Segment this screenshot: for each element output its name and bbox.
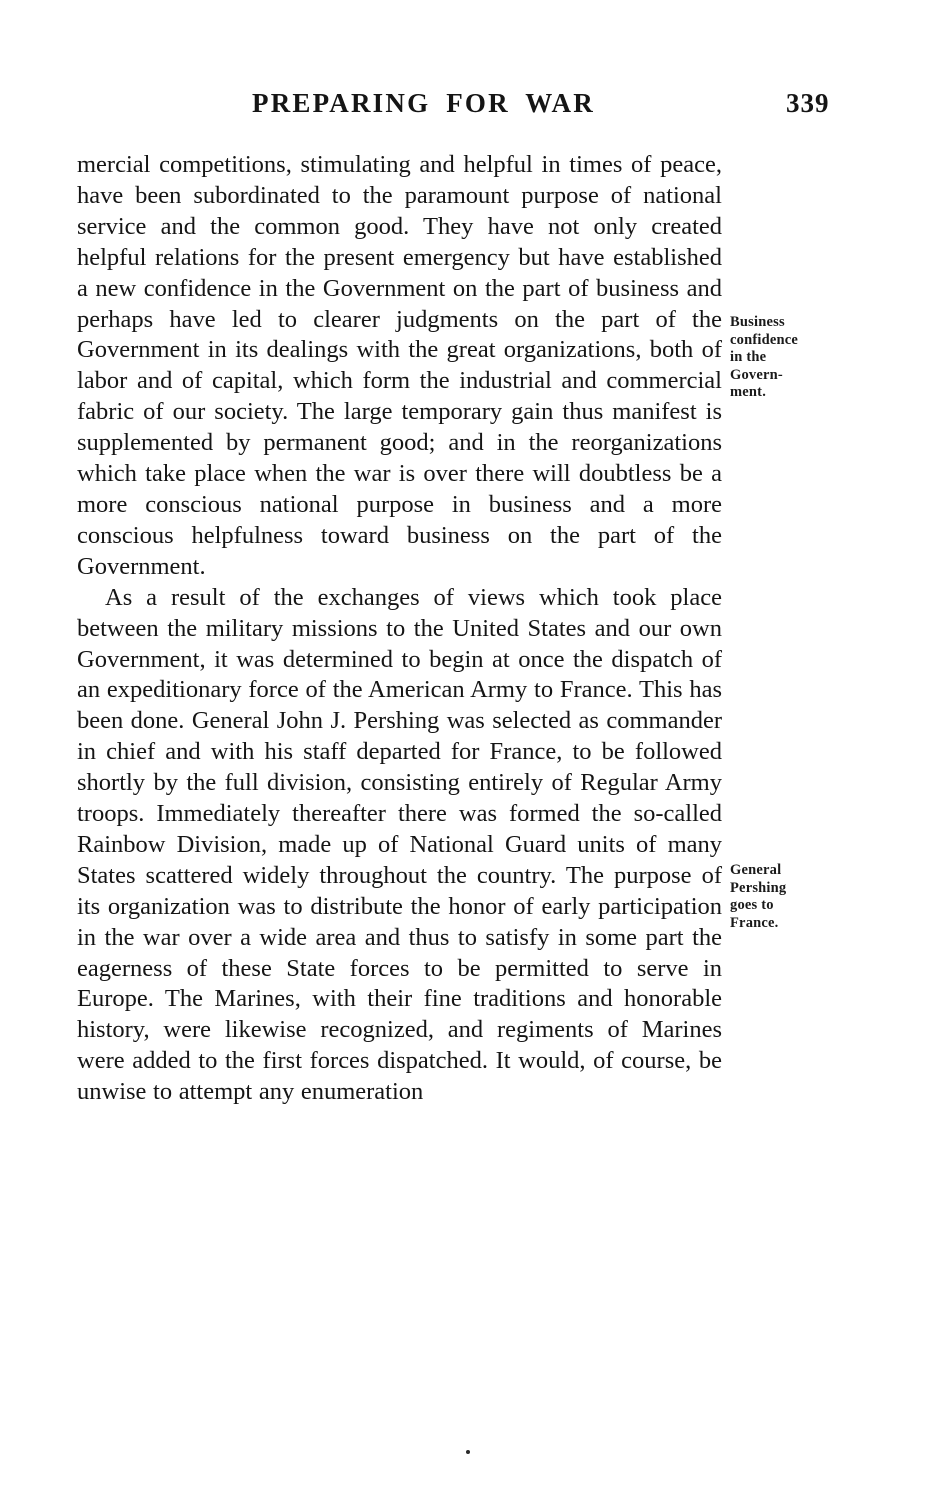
marginal-note-line: France. [730,914,779,931]
marginal-note-line: Govern- [730,366,783,383]
footer-mark [466,1450,470,1454]
marginal-note-line: ment. [730,384,767,400]
text-block [77,150,722,1108]
marginal-note-line: confidence [730,331,799,348]
marginal-note-business-confidence [730,314,880,402]
marginal-note-line: Pershing [730,879,787,896]
paragraph-1: mercial competitions, stimulating and helpful in times of peace, have been subordinated to the paramount purpose of national service and the common good. They have not only created helpful relations for the present emergency but have established a new confidence in the Government on the part of business and perhaps have led to clearer judgments on the part of the Government in its dealings with the great organizations, both of labor and of capital, which form the industrial and commercial fabric of our society. The large temporary gain thus manifest is supplemented by permanent good; and in the reorganizations which take place when the war is over there will doubtless be a more conscious national purpose in business and a more conscious helpfulness toward business on the part of the Government. [77,151,722,580]
page-number: 339 [786,88,830,118]
marginal-note-line: goes to [730,897,774,913]
running-head [0,88,950,122]
paragraph-2: As a result of the exchanges of views which took place between the military missions to the United States and our own Government, it was determined to begin at once the dispatch of an expeditionary force of the American Army to France. This has been done. General John J. Pershing was selected as commander in chief and with his staff departed for France, to be followed shortly by the full division, consisting entirely of Regular Army troops. Immediately thereafter there was formed the so-called Rainbow Division, made up of National Guard units of many States scattered widely throughout the country. The purpose of its organization was to distribute the honor of early participation in the war over a wide area and thus to satisfy in some part the eagerness of these State forces to be permitted to serve in Europe. The Marines, with their fine traditions and honorable history, were likewise recognized, and regiments of Marines were added to the first forces dispatched. It would, of course, be unwise to attempt any enumeration [77,583,722,1106]
page-title: PREPARING FOR WAR [252,88,595,118]
marginal-note-pershing [730,862,880,932]
marginal-note-line: Business [730,314,785,330]
marginal-note-line: in the [730,349,767,365]
marginal-note-line: General [730,862,782,878]
